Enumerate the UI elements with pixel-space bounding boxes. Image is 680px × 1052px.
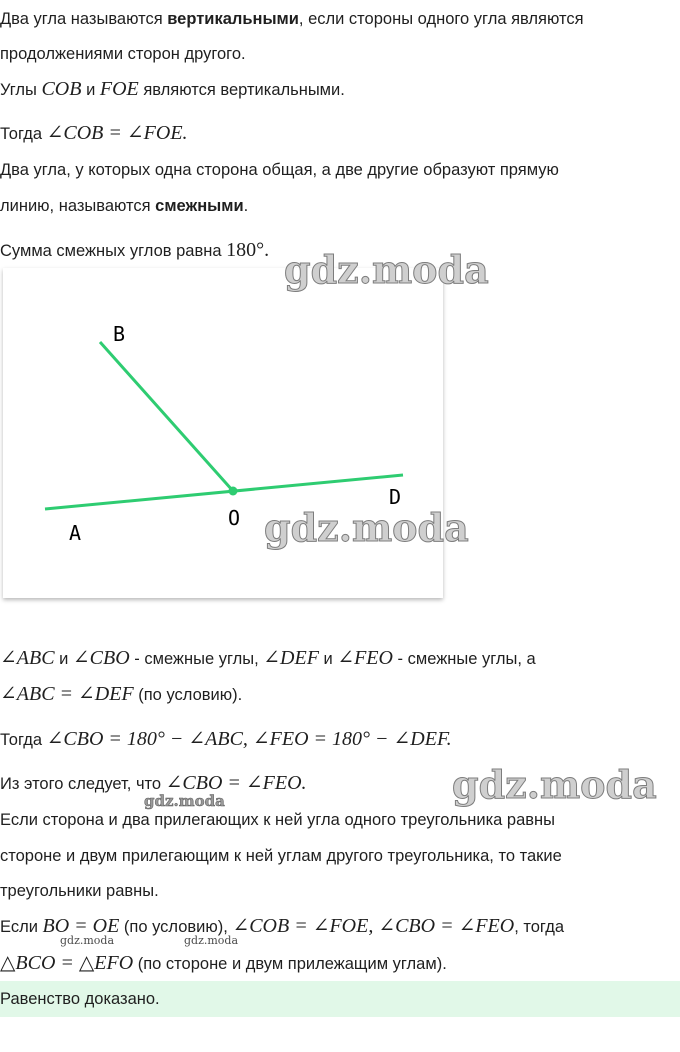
- point-o: [229, 487, 238, 496]
- text: Если сторона и два прилегающих к ней угла одного треугольника равны: [0, 811, 556, 829]
- angle-cob: COB: [41, 78, 82, 100]
- watermark: gdz.moda: [452, 762, 657, 807]
- text: Углы: [0, 81, 42, 99]
- text: Из этого следует, что: [0, 775, 166, 793]
- text: , если стороны одного угла являются: [298, 10, 584, 28]
- proof-line-5: [0, 809, 555, 831]
- formula: ∠COB = ∠FOE.: [46, 122, 188, 144]
- text: продолжениями сторон другого.: [0, 45, 246, 63]
- label-b: B: [113, 322, 126, 346]
- proof-line-9: [0, 952, 447, 975]
- formula: △BCO = △EFO: [0, 952, 134, 974]
- ray-ob: [100, 342, 233, 491]
- conclusion-box: [0, 981, 680, 1017]
- proof-line-2: [0, 683, 242, 706]
- watermark: gdz.moda: [284, 247, 489, 292]
- formula: ∠CBO = ∠FEO.: [165, 772, 307, 794]
- text: линию, называются: [0, 197, 156, 215]
- text: (по стороне и двум прилежащим углам).: [133, 955, 447, 973]
- text: треугольники равны.: [0, 882, 159, 900]
- text: Тогда: [0, 125, 47, 143]
- watermark: gdz.moda: [184, 934, 239, 947]
- label-a: A: [69, 521, 82, 545]
- proof-line-7: [0, 880, 159, 902]
- watermark: gdz.moda: [60, 934, 115, 947]
- text: , тогда: [514, 918, 565, 936]
- text: - смежные углы,: [129, 650, 264, 668]
- text: и: [86, 81, 96, 99]
- formula: ∠FEO: [337, 647, 393, 669]
- vertical-definition-line2: [0, 43, 246, 65]
- text: - смежные углы, а: [392, 650, 536, 668]
- formula: ∠CBO = 180° − ∠ABC, ∠FEO = 180° − ∠DEF.: [46, 728, 452, 750]
- formula: ∠COB = ∠FOE, ∠CBO = ∠FEO: [232, 915, 515, 937]
- text: являются вертикальными.: [138, 81, 345, 99]
- formula: 180°.: [226, 239, 270, 261]
- proof-line-8: [0, 915, 564, 938]
- proof-line-6: [0, 845, 562, 867]
- term-vertical: вертикальными: [167, 10, 299, 28]
- adjacent-sum: [0, 239, 269, 262]
- formula: ∠CBO: [72, 647, 130, 669]
- proof-line-3: [0, 728, 452, 751]
- conclusion-text: Равенство доказано.: [0, 990, 160, 1008]
- text: .: [243, 197, 249, 215]
- label-d: D: [389, 485, 402, 509]
- vertical-definition-line1: [0, 8, 584, 30]
- text: Два угла, у которых одна сторона общая, а две другие образуют прямую: [0, 161, 559, 179]
- text: и: [318, 650, 338, 668]
- formula: ∠ABC: [0, 647, 55, 669]
- formula: BO = OE: [42, 915, 120, 937]
- term-adjacent: смежными: [155, 197, 244, 215]
- angle-foe: FOE: [99, 78, 139, 100]
- text: (по условию).: [133, 686, 243, 704]
- formula: ∠ABC = ∠DEF: [0, 683, 134, 705]
- text: Тогда: [0, 731, 47, 749]
- text: Сумма смежных углов равна: [0, 242, 227, 260]
- label-o: O: [228, 506, 241, 530]
- proof-line-1: [0, 647, 536, 670]
- adjacent-definition-line2: [0, 195, 248, 217]
- adjacent-definition-line1: [0, 159, 559, 181]
- formula: ∠DEF: [263, 647, 319, 669]
- proof-line-4: [0, 772, 307, 795]
- vertical-angles-statement: [0, 78, 345, 101]
- text: стороне и двум прилегающим к ней углам другого треугольника, то такие: [0, 847, 562, 865]
- watermark: gdz.moda: [264, 505, 469, 550]
- vertical-equality: [0, 122, 188, 145]
- text: Два угла называются: [0, 10, 168, 28]
- text: и: [54, 650, 73, 668]
- text: Если: [0, 918, 43, 936]
- watermark: gdz.moda: [144, 792, 225, 810]
- text: (по условию),: [119, 918, 233, 936]
